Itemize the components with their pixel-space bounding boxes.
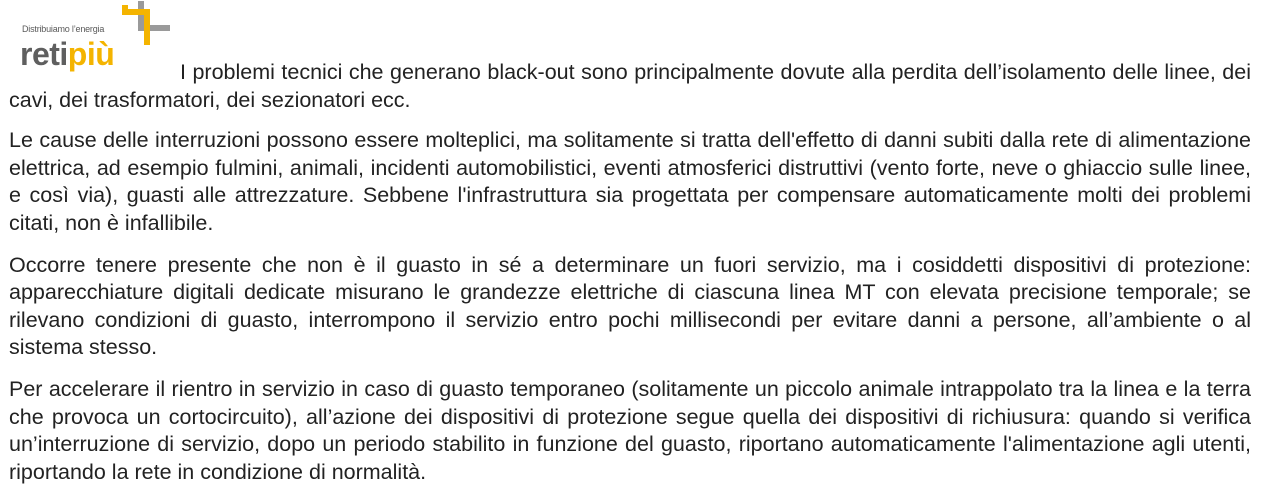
document-body bbox=[9, 0, 1251, 486]
logo-wordmark bbox=[20, 36, 114, 72]
paragraph-1 bbox=[9, 0, 1251, 114]
paragraph-2: Le cause delle interruzioni possono essere molteplici, ma solitamente si tratta dell'effetto di danni subiti dalla rete di alimentazione elettrica, ad esempio fulmini, animali, incidenti automobilistici, eventi atmosferici distruttivi (vento forte, neve o ghiaccio sulle linee, e così via), guasti alle attrezzature. Sebbene l'infrastruttura sia progettata per compensare automaticamente molti dei problemi citati, non è infallibile. bbox=[9, 128, 1251, 235]
plus-cross-icon bbox=[114, 1, 176, 47]
paragraph-4: Per accelerare il rientro in servizio in caso di guasto temporaneo (solitamente un piccolo animale intrappolato tra la linea e la terra che provoca un cortocircuito), all’azione dei dispositivi di protezione segue quella dei dispositivi di richiusura: quando si verifica un’interruzione di servizio, dopo un periodo stabilito in funzione del guasto, riportano automaticamente l'alimentazione agli utenti, riportando la rete in condizione di normalità. bbox=[9, 376, 1251, 484]
logo-word-piu: più bbox=[67, 36, 115, 72]
retipiu-logo bbox=[9, 0, 174, 72]
logo-tagline: Distribuiamo l’energia bbox=[22, 24, 105, 34]
logo-word-reti: reti bbox=[20, 36, 68, 72]
paragraph-1-text: I problemi tecnici che generano black-out sono principalmente dovute alla perdita dell’isolamento delle linee, dei cavi, dei trasformatori, dei sezionatori ecc. bbox=[9, 60, 1251, 112]
paragraph-3: Occorre tenere presente che non è il guasto in sé a determinare un fuori servizio, ma i cosiddetti dispositivi di protezione: apparecchiature digitali dedicate misurano le grandezze elettriche di ciascuna linea MT con elevata precisione temporale; se rilevano condizioni di guasto, interrompono il servizio entro pochi millisecondi per evitare danni a persone, all’ambiente o al sistema stesso. bbox=[9, 252, 1251, 360]
